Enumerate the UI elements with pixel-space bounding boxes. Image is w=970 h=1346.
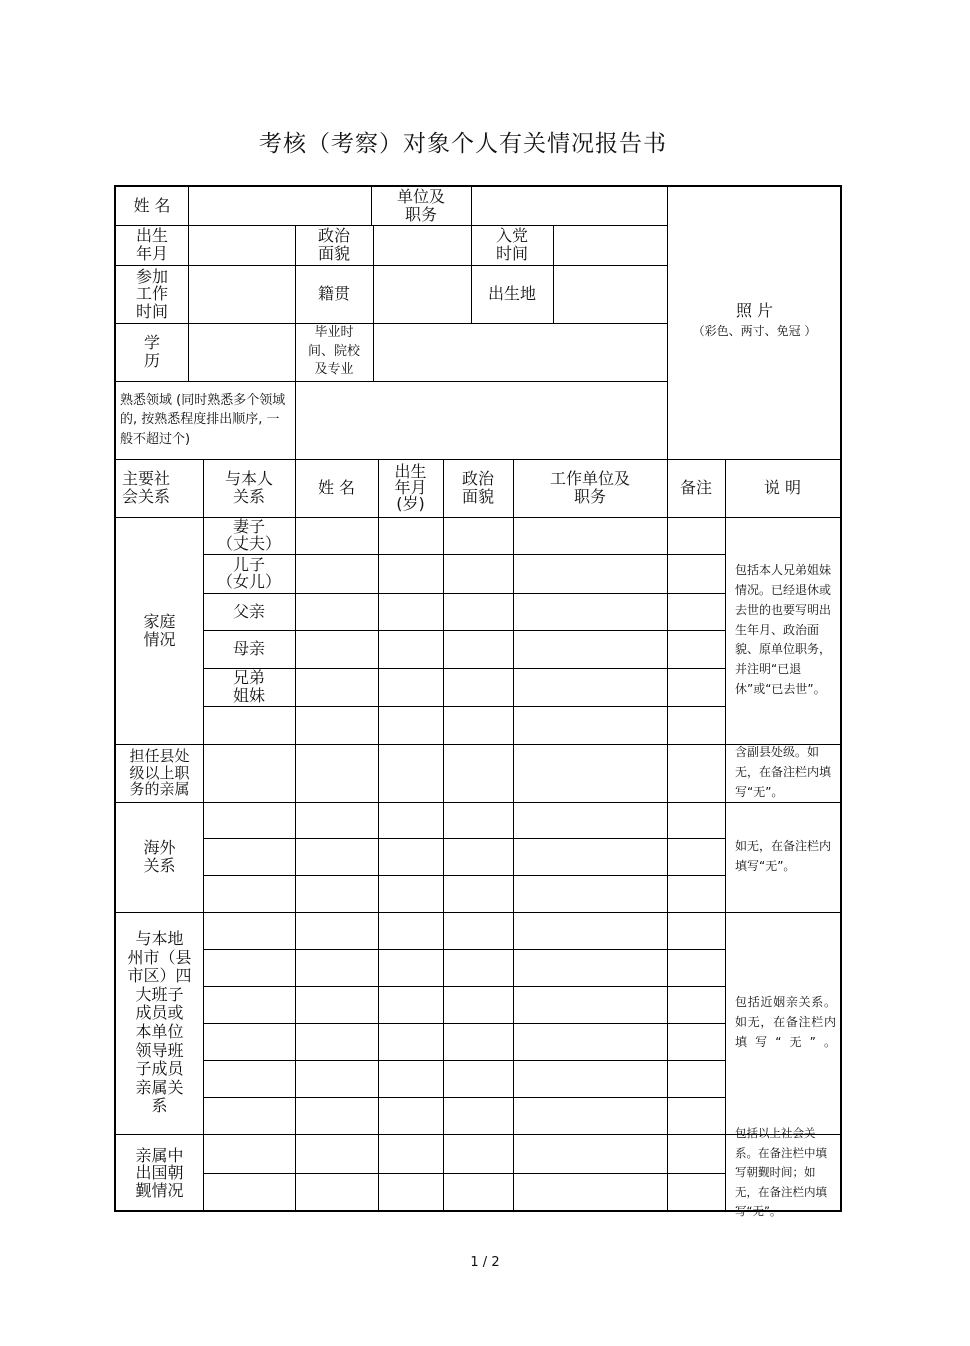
page-title: 考核（考察）对象个人有关情况报告书 <box>259 131 667 157</box>
note-local-leaders: 包括近姻亲关系。如无，在备注栏内填写“无”。 <box>735 995 836 1049</box>
input-birthplace[interactable] <box>554 266 666 322</box>
input-work-start[interactable] <box>189 266 294 322</box>
label-party-join: 入党 时间 <box>495 226 528 263</box>
input-graduation[interactable] <box>374 324 666 380</box>
label-work-start: 参加 工作 时间 <box>135 266 168 321</box>
header-main-relations: 主要社 会关系 <box>122 469 171 506</box>
relation-mother: 母亲 <box>232 639 265 659</box>
header-explain: 说 明 <box>763 478 802 498</box>
rule <box>203 1097 725 1098</box>
input-birth[interactable] <box>189 226 294 264</box>
note-county-relatives: 含副县处级。如无，在备注栏内填写“无”。 <box>735 745 832 799</box>
rule <box>203 706 725 707</box>
note-family: 包括本人兄弟姐妹情况。已经退休或去世的也要写明出生年月、政治面貌、原单位职务，并注明“已退休”或“已去世”。 <box>735 563 832 696</box>
header-remark: 备注 <box>679 478 712 498</box>
photo-label: 照 片 <box>735 301 774 321</box>
rule <box>295 459 296 1212</box>
rule <box>513 459 514 1212</box>
section-family: 家庭 情况 <box>143 611 176 649</box>
relation-child: 儿子 （女儿） <box>216 554 281 591</box>
header-relation: 与本人 关系 <box>224 469 273 506</box>
report-form <box>114 185 842 1219</box>
rule <box>203 1023 725 1024</box>
input-education[interactable] <box>189 324 294 380</box>
label-birth: 出生 年月 <box>135 226 168 263</box>
rule <box>203 1173 725 1174</box>
header-birth-age: 出生 年月 (岁) <box>394 462 427 513</box>
label-graduation: 毕业时 间、院校 及专业 <box>307 324 360 378</box>
section-county-relatives: 担任县处 级以上职 务的亲属 <box>129 747 190 799</box>
page-number: 1 / 2 <box>470 1255 500 1270</box>
label-native-place: 籍贯 <box>317 284 350 304</box>
input-name[interactable] <box>189 188 370 224</box>
input-party-join[interactable] <box>554 226 666 264</box>
label-education: 学 历 <box>143 333 160 370</box>
note-abroad: 包括以上社会关系。在备注栏中填写朝觐时间；如无，在备注栏内填写“无”。 <box>735 1126 827 1219</box>
input-unit-position[interactable] <box>472 188 666 224</box>
rule <box>203 949 725 950</box>
input-native-place[interactable] <box>374 266 470 322</box>
rule <box>203 1060 725 1061</box>
header-work-unit: 工作单位及 职务 <box>549 469 630 506</box>
note-overseas: 如无，在备注栏内填写“无”。 <box>735 839 832 873</box>
label-political: 政治 面貌 <box>317 226 350 263</box>
label-birthplace: 出生地 <box>487 284 536 304</box>
relation-father: 父亲 <box>232 601 265 621</box>
section-overseas: 海外 关系 <box>143 838 176 875</box>
photo-note: （彩色、两寸、免冠 ） <box>692 323 817 338</box>
label-familiar-fields: 熟悉领域 (同时熟悉多个领域的, 按熟悉程度排出顺序, 一般不超过个) <box>120 392 286 447</box>
header-name: 姓 名 <box>317 478 356 498</box>
rule <box>203 838 725 839</box>
relation-siblings: 兄弟 姐妹 <box>232 668 265 705</box>
header-political: 政治 面貌 <box>461 469 494 506</box>
label-name: 姓 名 <box>133 196 171 216</box>
input-political[interactable] <box>374 226 470 264</box>
rule <box>203 986 725 987</box>
relation-spouse: 妻子 （丈夫） <box>216 516 281 553</box>
rule <box>443 459 444 1212</box>
section-abroad: 亲属中 出国朝 觐情况 <box>135 1145 184 1200</box>
input-familiar-fields[interactable] <box>296 382 666 458</box>
label-unit-position: 单位及 职务 <box>396 187 445 224</box>
rule <box>378 459 379 1212</box>
rule <box>203 875 725 876</box>
rule <box>667 459 668 1212</box>
section-local-leaders: 与本地 州市（县 市区）四 大班子 成员或 本单位 领导班 子成员 亲属关 系 <box>127 929 192 1116</box>
